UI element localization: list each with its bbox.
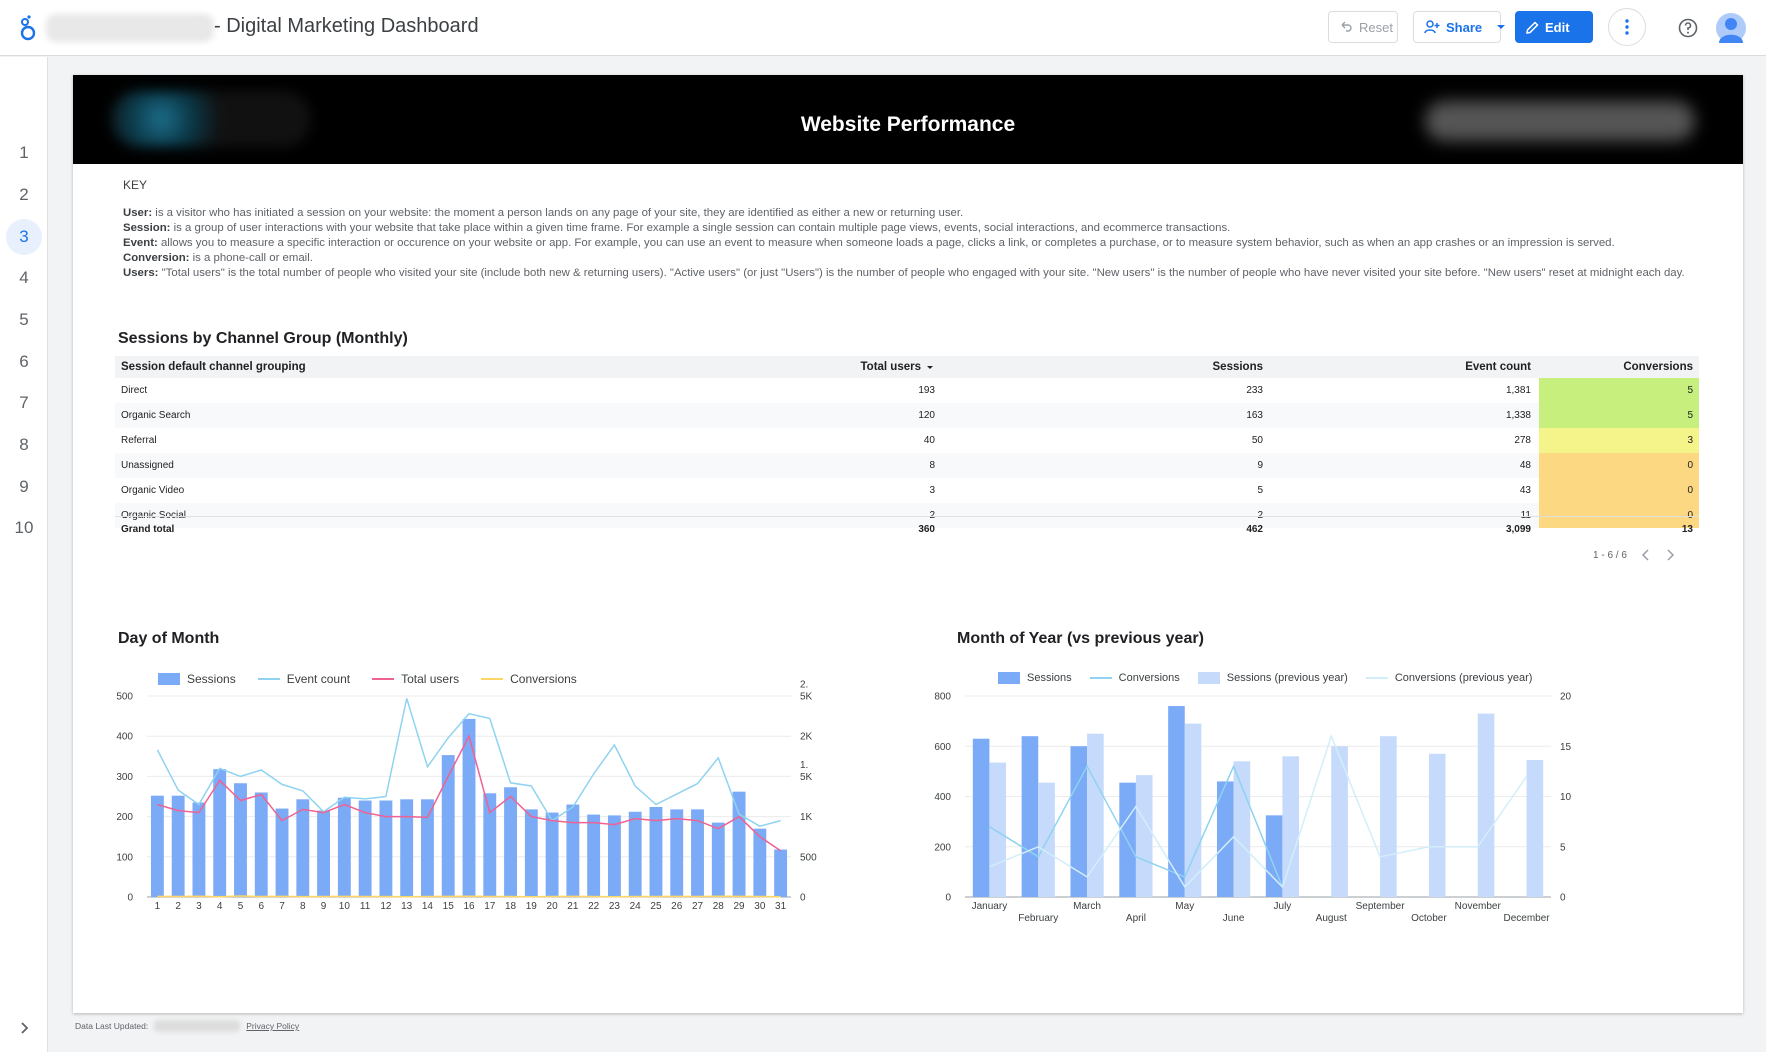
legend-label: Event count [286, 672, 351, 686]
bar[interactable] [629, 812, 642, 897]
bar[interactable] [670, 809, 683, 897]
bar[interactable] [1282, 756, 1299, 897]
cell-conversions: 0 [1539, 478, 1699, 503]
report-canvas [73, 75, 1743, 1013]
key-item [123, 221, 1713, 236]
x-tick-label: 28 [712, 901, 724, 912]
y2-tick-label [800, 893, 806, 904]
x-tick-label: October [1411, 913, 1447, 924]
cell-sessions: 2 [1257, 510, 1263, 521]
bar[interactable] [317, 811, 330, 897]
y2-tick-label [1560, 842, 1566, 853]
key-term: User: [123, 207, 153, 219]
y-tick-label: 500 [116, 691, 133, 703]
y-tick-label: 0 [945, 892, 951, 904]
y2-tick-label [1560, 742, 1572, 753]
x-tick-label: June [1222, 913, 1245, 924]
table-row[interactable] [115, 403, 1699, 428]
table-row[interactable] [115, 453, 1699, 478]
bar[interactable] [1380, 736, 1397, 897]
x-tick-label: 1 [154, 901, 161, 912]
x-tick-label: 4 [216, 901, 223, 912]
share-button[interactable] [1413, 11, 1501, 43]
x-tick-label: 11 [359, 901, 371, 912]
cell-users: 40 [923, 435, 935, 446]
page-navigation [0, 57, 48, 1052]
bar[interactable] [733, 792, 746, 897]
sort-desc-icon [925, 363, 935, 371]
bar[interactable] [546, 813, 559, 897]
page-item-7[interactable]: 7 [19, 393, 29, 412]
legend-label: Sessions (previous year) [1226, 672, 1348, 684]
y-tick-label: 200 [116, 812, 133, 824]
legend-label: Conversions [1118, 672, 1180, 684]
x-tick-label: March [1073, 901, 1101, 912]
key-definition: is a group of user interactions with your website that take place within a given time frame. For example a single session can contain multiple page views, events, social interactions, and ecommerce transactions. [170, 222, 1231, 234]
table-body[interactable] [115, 378, 1699, 521]
bar[interactable] [151, 796, 164, 897]
more-vert-icon [1625, 19, 1629, 35]
day-of-month-chart[interactable] [113, 680, 898, 955]
add-person-icon [1424, 20, 1440, 34]
y2-tick-label-part: 2K [800, 731, 813, 743]
key-definition: "Total users" is the total number of people who visited your site (include both new & returning users). "Active users" (or just "Users") is the number of people who engaged with your site. "New users" is the number of people who have never visited your site before. "New users" reset at midnight each day. [158, 267, 1685, 279]
x-tick-label: 3 [196, 901, 202, 912]
x-tick-label: 22 [588, 901, 600, 912]
reset-label: Reset [1359, 19, 1393, 35]
bar[interactable] [255, 792, 268, 897]
cell-users: 8 [929, 460, 935, 471]
page-item-8[interactable]: 8 [19, 435, 29, 454]
page-item-2[interactable]: 2 [19, 185, 29, 204]
x-tick-label: July [1273, 901, 1292, 912]
cell-events: 48 [1519, 460, 1531, 471]
y2-tick-label-part: 15 [1560, 741, 1572, 753]
x-tick-label: 20 [546, 901, 558, 912]
bar[interactable] [1478, 714, 1495, 897]
x-tick-label: 8 [300, 901, 306, 912]
page-item-5[interactable]: 5 [19, 310, 29, 329]
bar[interactable] [989, 763, 1006, 897]
dropdown-arrow-icon[interactable] [1496, 22, 1506, 32]
cell-events: 43 [1519, 485, 1531, 496]
pencil-icon [1526, 21, 1539, 34]
y-tick-label: 100 [116, 852, 133, 864]
key-term: Users: [123, 267, 159, 279]
bar[interactable] [421, 799, 434, 897]
y-tick-label: 600 [934, 741, 951, 753]
x-tick-label: 24 [629, 901, 641, 912]
avatar[interactable] [1716, 13, 1746, 43]
y2-tick-label [800, 852, 817, 863]
cell-users: 3 [929, 485, 935, 496]
report-heading: Website Performance [800, 113, 1016, 136]
month-chart-title: Month of Year (vs previous year) [957, 630, 1204, 647]
bar[interactable] [1234, 761, 1251, 897]
x-tick-label: 12 [380, 901, 392, 912]
key-heading: KEY [123, 178, 148, 192]
cell-sessions: 50 [1251, 435, 1263, 446]
x-tick-label: 30 [754, 901, 766, 912]
bar[interactable] [1429, 754, 1446, 897]
y2-tick-label-part: 500 [800, 852, 817, 864]
bar[interactable] [1331, 746, 1348, 897]
y-tick-label: 300 [116, 771, 133, 783]
key-definitions [123, 206, 1713, 281]
page-item-3[interactable]: 3 [6, 219, 42, 255]
bar[interactable] [1119, 783, 1136, 897]
cell-events: 1,381 [1505, 385, 1531, 396]
x-tick-label: 26 [671, 901, 683, 912]
bar[interactable] [276, 809, 289, 897]
bar[interactable] [525, 809, 538, 897]
page-item-6[interactable]: 6 [19, 352, 29, 371]
channel-table [115, 356, 1699, 541]
x-tick-label: 15 [442, 901, 454, 912]
bar[interactable] [1527, 760, 1544, 897]
grand-total-conversions: 13 [1681, 523, 1693, 535]
cell-users: 120 [918, 410, 935, 421]
y2-tick-label [800, 812, 813, 823]
x-tick-label: 7 [279, 901, 285, 912]
column-header-conversions[interactable]: Conversions [1623, 361, 1693, 373]
grand-total-label: Grand total [121, 523, 175, 535]
top-bar [0, 0, 1766, 56]
x-tick-label: 2 [175, 901, 181, 912]
x-tick-label: 14 [421, 901, 434, 912]
cell-sessions: 5 [1257, 485, 1263, 496]
x-tick-label: 13 [401, 901, 413, 912]
y2-tick-label-part: 1. [800, 759, 809, 771]
bar[interactable] [973, 739, 990, 897]
bar[interactable] [1070, 746, 1087, 897]
report-owner-blurred [46, 14, 214, 42]
page-item-1[interactable]: 1 [19, 143, 29, 162]
column-header-total-users[interactable] [615, 356, 935, 378]
cell-conversions: 0 [1539, 503, 1699, 528]
y2-tick-label [1560, 893, 1566, 904]
column-header-event-count[interactable]: Event count [1465, 361, 1531, 373]
day-chart-title: Day of Month [118, 630, 220, 647]
report-header [73, 75, 1743, 164]
x-tick-label: January [971, 901, 1008, 912]
data-updated-label: Data Last Updated: [75, 1021, 149, 1031]
y-tick-label: 0 [127, 892, 133, 904]
privacy-policy-link[interactable]: Privacy Policy [246, 1021, 300, 1031]
x-tick-label: 9 [320, 901, 327, 912]
x-tick-label: 19 [525, 901, 537, 912]
key-item [123, 206, 1713, 221]
x-tick-label: 16 [463, 901, 475, 912]
y2-tick-label-part: 5K [800, 691, 813, 703]
key-item [123, 236, 1713, 251]
table-row[interactable] [115, 428, 1699, 453]
looker-studio-logo-icon[interactable] [18, 14, 38, 42]
bar[interactable] [1168, 706, 1185, 897]
y-tick-label: 400 [934, 792, 951, 803]
grand-total-users: 360 [918, 523, 935, 535]
x-tick-label: February [1018, 913, 1059, 924]
share-label: Share [1446, 19, 1483, 35]
bar[interactable] [1136, 775, 1153, 897]
y2-tick-label-part: 10 [1560, 792, 1572, 803]
x-tick-label: August [1315, 913, 1347, 924]
bar[interactable] [504, 787, 517, 897]
legend-label: Sessions [1027, 672, 1072, 684]
bar[interactable] [566, 805, 579, 897]
y2-tick-label [800, 680, 813, 703]
cell-channel: Unassigned [121, 460, 174, 471]
series-line[interactable] [157, 896, 780, 897]
x-tick-label: November [1454, 901, 1501, 912]
undo-icon [1339, 20, 1353, 34]
chevron-left-icon[interactable] [1641, 549, 1651, 561]
table-header [115, 356, 1699, 378]
pager-range: 1 - 6 / 6 [1593, 549, 1627, 561]
y2-tick-label-part: 2. [800, 679, 809, 691]
x-tick-label: 17 [484, 901, 496, 912]
cell-sessions: 163 [1246, 410, 1263, 421]
y2-tick-label [1560, 792, 1572, 803]
account-icon [1716, 13, 1746, 43]
x-tick-label: 21 [567, 901, 579, 912]
bar[interactable] [400, 799, 413, 897]
cell-conversions: 0 [1539, 453, 1699, 478]
x-tick-label: 10 [338, 901, 350, 912]
bar[interactable] [1038, 783, 1055, 897]
bar[interactable] [587, 815, 600, 897]
chevron-right-icon[interactable] [1665, 549, 1675, 561]
cell-conversions: 3 [1539, 428, 1699, 453]
cell-events: 278 [1514, 435, 1531, 446]
column-header-total-users-label: Total users [860, 361, 921, 373]
y2-tick-label-part: 0 [1560, 892, 1566, 904]
key-item [123, 251, 1713, 266]
table-title: Sessions by Channel Group (Monthly) [118, 330, 408, 347]
more-options-button[interactable] [1608, 8, 1646, 46]
column-header-channel[interactable]: Session default channel grouping [121, 361, 306, 373]
series-line[interactable] [989, 736, 1526, 887]
report-title[interactable]: - Digital Marketing Dashboard [214, 15, 479, 37]
grand-total-sessions: 462 [1246, 523, 1263, 535]
cell-channel: Organic Video [121, 485, 185, 496]
x-tick-label: 29 [733, 901, 745, 912]
legend-label: Sessions [187, 672, 236, 686]
x-tick-label: 25 [650, 901, 662, 912]
cell-channel: Organic Search [121, 410, 191, 421]
cell-channel: Direct [121, 385, 148, 396]
y-tick-label: 800 [934, 691, 951, 703]
data-updated-value-blurred [154, 1020, 240, 1032]
key-definition: allows you to measure a specific interaction or occurence on your website or app. For example, you can use an event to measure when someone loads a page, clicks a link, or completes a purchase, or to measure system behavior, such as when an app crashes or an impression is served. [157, 237, 1615, 249]
cell-sessions: 9 [1257, 460, 1263, 471]
bar[interactable] [712, 823, 725, 897]
cell-sessions: 233 [1246, 385, 1263, 396]
y2-tick-label-part: 0 [800, 892, 806, 904]
y2-tick-label-part: 5K [800, 771, 813, 783]
x-tick-label: 23 [608, 901, 620, 912]
legend-swatch [1366, 677, 1388, 679]
legend-label: Conversions (previous year) [1394, 672, 1533, 684]
cell-conversions: 5 [1539, 403, 1699, 428]
bar[interactable] [192, 803, 205, 897]
x-tick-label: 18 [504, 901, 517, 912]
cell-users: 193 [918, 385, 935, 396]
key-term: Event: [123, 237, 158, 249]
bar[interactable] [296, 799, 309, 897]
key-term: Session: [123, 222, 171, 234]
x-tick-label: May [1175, 901, 1195, 912]
x-tick-label: September [1355, 901, 1405, 912]
footer [75, 1020, 299, 1032]
column-header-sessions[interactable]: Sessions [1212, 361, 1263, 373]
key-term: Conversion: [123, 252, 190, 264]
legend-label: Conversions [510, 672, 577, 686]
cell-channel: Organic Social [121, 510, 187, 521]
bar[interactable] [359, 801, 372, 897]
edit-button[interactable] [1515, 11, 1593, 43]
page-item-4[interactable]: 4 [19, 268, 29, 287]
x-tick-label: April [1125, 913, 1146, 924]
bar[interactable] [774, 850, 787, 897]
y2-tick-label-part: 5 [1560, 842, 1566, 854]
key-definition: is a visitor who has initiated a session on your website: the moment a person lands on any page of your site, they are identified as either a new or returning user. [152, 207, 964, 219]
y2-tick-label [800, 760, 813, 783]
bar[interactable] [608, 815, 621, 897]
edit-label: Edit [1545, 19, 1570, 35]
cell-events: 1,338 [1505, 410, 1531, 421]
x-tick-label: December [1503, 913, 1550, 924]
cell-conversions: 5 [1539, 378, 1699, 403]
table-pager [1593, 549, 1675, 561]
page-item-9[interactable]: 9 [19, 477, 29, 496]
grand-total-row [115, 516, 1699, 541]
chevron-right-icon[interactable] [16, 1020, 32, 1036]
legend-label: Total users [401, 672, 460, 686]
x-tick-label: 6 [258, 901, 265, 912]
key-definition: is a phone-call or email. [189, 252, 313, 264]
key-item [123, 266, 1713, 281]
y2-tick-label [1560, 692, 1572, 703]
cell-channel: Referral [121, 435, 157, 446]
bar[interactable] [1022, 736, 1039, 897]
month-of-year-chart[interactable] [934, 680, 1733, 970]
y2-tick-label-part: 1K [800, 812, 813, 824]
page-item-10[interactable]: 10 [14, 518, 34, 537]
x-tick-label: 5 [237, 901, 244, 912]
help-icon[interactable] [1678, 18, 1698, 38]
grand-total-events: 3,099 [1505, 523, 1531, 535]
legend-swatch [1090, 677, 1112, 679]
table-row[interactable] [115, 478, 1699, 503]
reset-button[interactable] [1328, 11, 1398, 43]
cell-users: 2 [929, 510, 935, 521]
y2-tick-label-part: 20 [1560, 691, 1572, 703]
bar[interactable] [338, 798, 351, 897]
x-tick-label: 31 [775, 901, 787, 912]
x-tick-label: 27 [691, 901, 704, 912]
table-row[interactable] [115, 378, 1699, 403]
y-tick-label: 400 [116, 731, 133, 743]
cell-events: 11 [1520, 510, 1531, 521]
y2-tick-label [800, 732, 813, 743]
y-tick-label: 200 [934, 842, 951, 854]
